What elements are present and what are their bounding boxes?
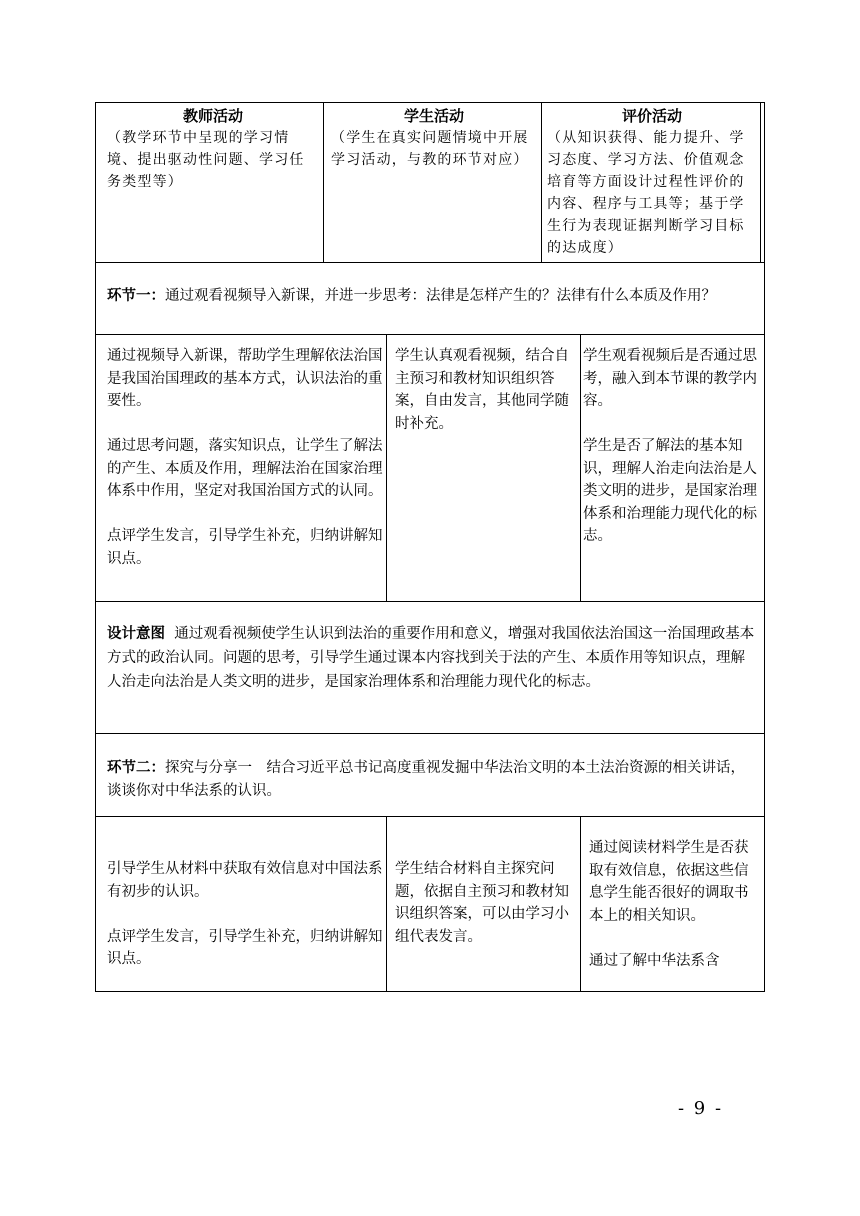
section1-label: 环节一： bbox=[107, 287, 165, 304]
header-student-desc: （学生在真实问题情境中开展学习活动，与教的环节对应） bbox=[331, 130, 529, 168]
section2-teacher-para: 点评学生发言，引导学生补充，归纳讲解知识点。 bbox=[107, 928, 383, 967]
design-intent-text: 通过观看视频使学生认识到法治的重要作用和意义，增强对我国依法治国这一治国理政基本方式的政治认同。问题的思考，引导学生通过课本内容找到关于法的产生、本质作用等知识点，理解人治走向法治是人类文明的进步，是国家治理体系和治理能力现代化的标志。 bbox=[107, 626, 755, 690]
table-border bbox=[541, 102, 542, 262]
section1-student-activity bbox=[395, 345, 579, 435]
header-student-title: 学生活动 bbox=[403, 107, 464, 125]
section1-text: 通过观看视频导入新课，并进一步思考：法律是怎样产生的？法律有什么本质及作用？ bbox=[165, 288, 716, 304]
section2-evaluation bbox=[589, 837, 761, 972]
section1-evaluation-para: 学生观看视频后是否通过思考，融入到本节课的教学内容。 bbox=[583, 348, 757, 409]
design-intent-label: 设计意图 bbox=[107, 625, 165, 642]
table-border bbox=[323, 102, 324, 262]
section2-teacher-activity bbox=[107, 858, 383, 971]
section1-design-intent bbox=[107, 622, 757, 694]
table-border bbox=[95, 991, 765, 992]
table-border bbox=[580, 334, 581, 601]
section2-evaluation-para: 通过阅读材料学生是否获取有效信息，依据这些信息学生能否很好的调取书本上的相关知识。 bbox=[589, 840, 749, 924]
table-border bbox=[95, 601, 765, 602]
table-border bbox=[764, 102, 765, 992]
table-border bbox=[95, 334, 765, 335]
table-border bbox=[95, 816, 765, 817]
section2-label: 环节二： bbox=[107, 759, 165, 776]
header-teacher-title: 教师活动 bbox=[182, 107, 243, 125]
section1-teacher-activity bbox=[107, 345, 383, 570]
table-border bbox=[386, 334, 387, 601]
section1-teacher-para: 通过思考问题，落实知识点，让学生了解法的产生、本质及作用，理解法治在国家治理体系中作用，坚定对我国治国方式的认同。 bbox=[107, 438, 383, 499]
section1-evaluation-para: 学生是否了解法的基本知识，理解人治走向法治是人类文明的进步，是国家治理体系和治理能力现代化的标志。 bbox=[583, 438, 757, 544]
header-student bbox=[331, 105, 537, 171]
section1-heading bbox=[107, 285, 757, 308]
table-border bbox=[95, 733, 765, 734]
section2-heading bbox=[107, 757, 757, 802]
header-evaluation bbox=[547, 105, 757, 259]
section1-student-para: 学生认真观看视频，结合自主预习和教材知识组织答案，自由发言，其他同学随时补充。 bbox=[395, 348, 569, 432]
table-border bbox=[580, 816, 581, 991]
header-evaluation-desc: （从知识获得、能力提升、学习态度、学习方法、价值观念培育等方面设计过程性评价的内容、程序与工具等；基于学生行为表现证据判断学习目标的达成度） bbox=[547, 130, 745, 256]
table-border bbox=[95, 262, 765, 263]
section2-text: 探究与分享一 结合习近平总书记高度重视发掘中华法治文明的本土法治资源的相关讲话，谈谈你对中华法系的认识。 bbox=[107, 760, 745, 799]
lesson-plan-table bbox=[95, 102, 765, 992]
table-border bbox=[95, 102, 96, 992]
header-teacher-desc: （教学环节中呈现的学习情境、提出驱动性问题、学习任务类型等） bbox=[107, 130, 305, 190]
section1-evaluation bbox=[583, 345, 759, 548]
section2-student-activity bbox=[395, 858, 579, 948]
section2-student-para: 学生结合材料自主探究问题，依据自主预习和教材知识组织答案，可以由学习小组代表发言。 bbox=[395, 861, 569, 945]
header-evaluation-title: 评价活动 bbox=[621, 107, 682, 125]
section2-evaluation-para: 通过了解中华法系含 bbox=[589, 952, 720, 969]
page-number: - 9 - bbox=[678, 1098, 724, 1119]
table-border bbox=[386, 816, 387, 991]
table-border bbox=[760, 102, 761, 262]
section2-teacher-para: 引导学生从材料中获取有效信息对中国法系有初步的认识。 bbox=[107, 861, 383, 900]
section1-teacher-para: 通过视频导入新课，帮助学生理解依法治国是我国治国理政的基本方式，认识法治的重要性。 bbox=[107, 348, 383, 409]
header-teacher bbox=[107, 105, 319, 193]
table-border bbox=[95, 102, 765, 103]
section1-teacher-para: 点评学生发言，引导学生补充，归纳讲解知识点。 bbox=[107, 528, 383, 567]
